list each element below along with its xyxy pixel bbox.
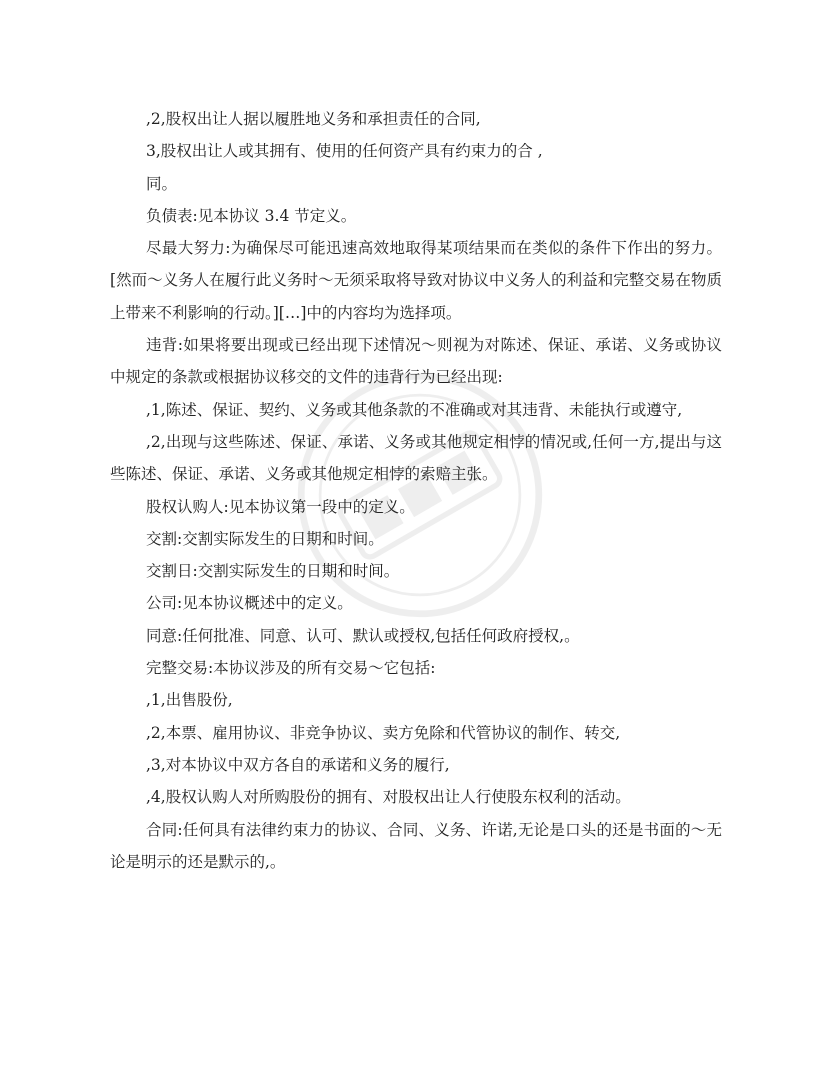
paragraph: 尽最大努力:为确保尽可能迅速高效地取得某项结果而在类似的条件下作出的努力。[然而～义务人在履行此义务时～无须采取将导致对协议中义务人的利益和完整交易在物质上带来不利影响的行动。][…]中的内容均为选择项。 [110,239,722,322]
paragraph: ,1,陈述、保证、契约、义务或其他条款的不准确或对其违背、未能执行或遵守, [146,400,683,419]
paragraph: ,2,出现与这些陈述、保证、承诺、义务或其他规定相悖的情况或,任何一方,提出与这些陈述、保证、承诺、义务或其他规定相悖的索赔主张。 [110,432,722,484]
paragraph: 同意:任何批准、同意、认可、默认或授权,包括任何政府授权,。 [146,626,580,645]
paragraph: ,3,对本协议中双方各自的承诺和义务的履行, [146,755,450,774]
paragraph: 交割日:交割实际发生的日期和时间。 [146,562,400,581]
document-body [110,103,722,878]
paragraph: 3,股权出让人或其拥有、使用的任何资产具有约束力的合 , [146,142,543,161]
paragraph: 交割:交割实际发生的日期和时间。 [146,529,384,548]
paragraph: 合同:任何具有法律约束力的协议、合同、义务、许诺,无论是口头的还是书面的～无论是明示的还是默示的,。 [110,820,722,871]
paragraph: ,2,股权出让人据以履胜地义务和承担责任的合同, [146,110,481,128]
paragraph: ,2,本票、雇用协议、非竞争协议、卖方免除和代管协议的制作、转交, [146,723,621,742]
paragraph: 同。 [146,174,178,193]
paragraph: 公司:见本协议概述中的定义。 [146,594,353,613]
paragraph: ,4,股权认购人对所购股份的拥有、对股权出让人行使股东权利的活动。 [146,788,631,807]
paragraph: 完整交易:本协议涉及的所有交易～它包括: [146,659,436,678]
paragraph: 股权认购人:见本协议第一段中的定义。 [146,497,415,516]
paragraph: 违背:如果将要出现或已经出现下述情况～则视为对陈述、保证、承诺、义务或协议中规定的条款或根据协议移交的文件的违背行为已经出现: [110,336,722,387]
paragraph: 负债表:见本协议 3.4 节定义。 [146,206,357,225]
paragraph: ,1,出售股份, [146,691,233,710]
